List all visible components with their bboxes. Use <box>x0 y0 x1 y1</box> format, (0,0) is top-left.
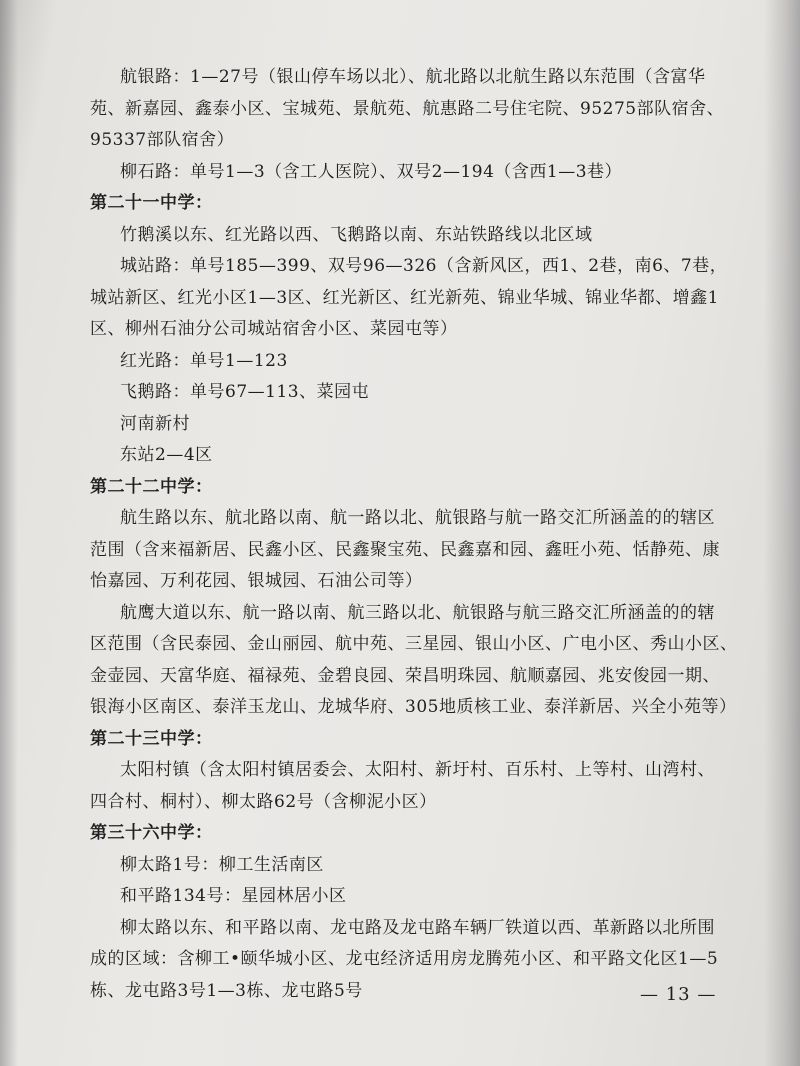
text-line: 柳石路：单号1—3（含工人医院）、双号2—194（含西1—3巷） <box>120 161 623 182</box>
text-line: 城站路：单号185—399、双号96—326（含新风区，西1、2巷，南6、7巷， <box>120 256 728 276</box>
text-line: 竹鹅溪以东、红光路以西、飞鹅路以南、东站铁路线以北区域 <box>120 224 593 245</box>
page-left-shadow <box>0 0 18 1066</box>
text-line: 河南新村 <box>120 413 190 434</box>
text-line: 四合村、桐村）、柳太路62号（含柳泥小区） <box>90 791 437 812</box>
school-heading: 第二十二中学： <box>90 476 213 497</box>
text-line: 航生路以东、航北路以南、航一路以北、航银路与航一路交汇所涵盖的的辖区 <box>120 508 715 528</box>
school-heading: 第二十三中学： <box>90 728 213 749</box>
text-line: 和平路134号：星园林居小区 <box>120 886 347 906</box>
text-line: 银海小区南区、泰洋玉龙山、龙城华府、305地质核工业、泰洋新居、兴全小苑等） <box>90 697 737 717</box>
text-line: 成的区域：含柳工•颐华城小区、龙屯经济适用房龙腾苑小区、和平路文化区1—5 <box>90 949 719 969</box>
text-line: 东站2—4区 <box>120 445 213 465</box>
text-line: 栋、龙屯路3号1—3栋、龙屯路5号 <box>90 980 363 1001</box>
document-body <box>90 62 738 1007</box>
text-line: 城站新区、红光小区1—3区、红光新区、红光新苑、锦业华城、锦业华都、增鑫1 <box>90 287 719 308</box>
text-line: 区、柳州石油分公司城站宿舍小区、菜园屯等） <box>90 319 458 339</box>
text-line: 飞鹅路：单号67—113、菜园屯 <box>120 382 370 402</box>
text-line: 柳太路以东、和平路以南、龙屯路及龙屯路车辆厂铁道以西、革新路以北所围 <box>120 917 715 938</box>
text-line: 95337部队宿舍） <box>90 130 235 150</box>
school-heading: 第三十六中学： <box>90 823 213 843</box>
text-line: 太阳村镇（含太阳村镇居委会、太阳村、新圩村、百乐村、上等村、山湾村、 <box>120 760 715 780</box>
page-number: — 13 — <box>640 984 717 1005</box>
text-line: 柳太路1号：柳工生活南区 <box>120 854 324 875</box>
text-line: 航银路：1—27号（银山停车场以北）、航北路以北航生路以东范围（含富华 <box>120 67 706 87</box>
text-line: 区范围（含民泰园、金山丽园、航中苑、三星园、银山小区、广电小区、秀山小区、 <box>90 634 738 654</box>
text-line: 怡嘉园、万利花园、银城园、石油公司等） <box>90 571 423 591</box>
page-right-shadow <box>764 0 800 1066</box>
text-line: 红光路：单号1—123 <box>120 350 288 371</box>
school-heading: 第二十一中学： <box>90 193 213 213</box>
text-line: 范围（含来福新居、民鑫小区、民鑫聚宝苑、民鑫嘉和园、鑫旺小苑、恬静苑、康 <box>90 539 720 560</box>
text-line: 航鹰大道以东、航一路以南、航三路以北、航银路与航三路交汇所涵盖的的辖 <box>120 602 715 623</box>
text-line: 苑、新嘉园、鑫泰小区、宝城苑、景航苑、航惠路二号住宅院、95275部队宿舍、 <box>90 98 725 119</box>
text-line: 金壶园、天富华庭、福禄苑、金碧良园、荣昌明珠园、航顺嘉园、兆安俊园一期、 <box>90 665 720 686</box>
